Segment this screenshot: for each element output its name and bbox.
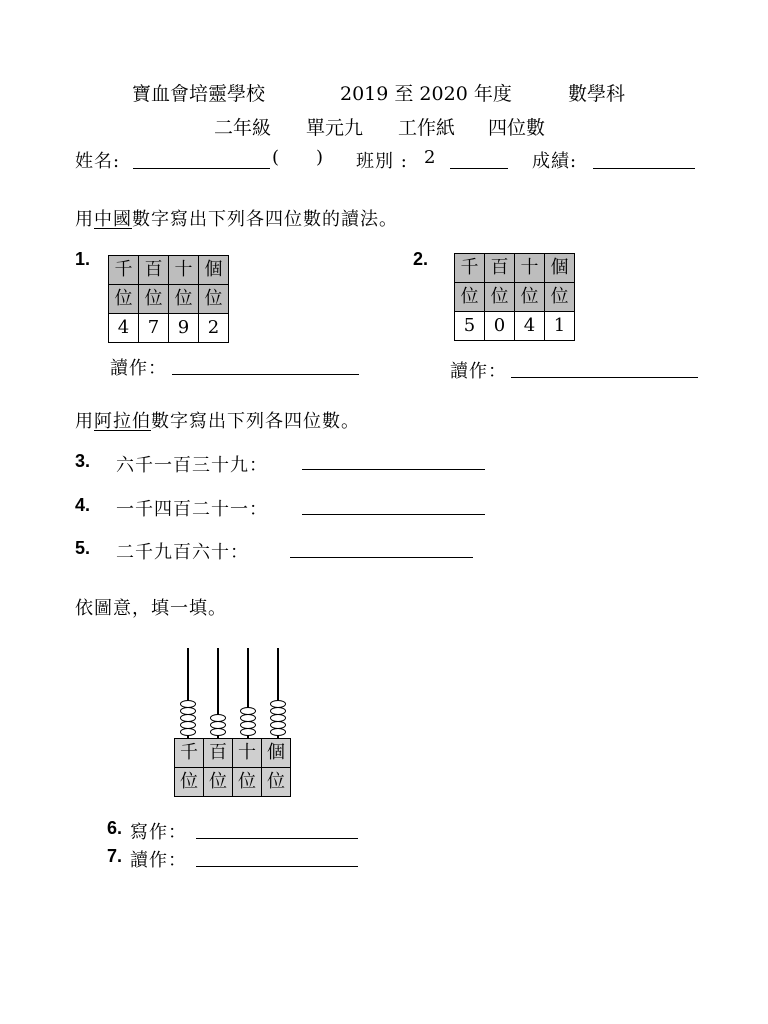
abacus-bead xyxy=(210,728,226,736)
place-header: 百 xyxy=(485,254,515,283)
digit-cell: 4 xyxy=(109,314,139,343)
class-number-field[interactable] xyxy=(450,168,508,169)
place-header: 位 xyxy=(515,283,545,312)
grade: 二年級 xyxy=(214,117,272,139)
instruction-prefix: 用 xyxy=(75,411,94,432)
place-header: 位 xyxy=(139,285,169,314)
abacus-header: 十 xyxy=(233,739,262,768)
q5-text: 二千九百六十： xyxy=(116,542,249,563)
abacus-bead xyxy=(180,700,196,708)
section3-instruction: 依圖意，填一填。 xyxy=(75,598,227,619)
place-header: 十 xyxy=(169,256,199,285)
paren-open: ( xyxy=(272,147,281,168)
place-header: 位 xyxy=(199,285,229,314)
worksheet-label: 工作紙 xyxy=(398,117,456,139)
place-header: 千 xyxy=(109,256,139,285)
q7-answer-line[interactable] xyxy=(196,866,358,867)
digit-cell: 1 xyxy=(545,312,575,341)
q3-text: 六千一百三十九： xyxy=(116,455,268,476)
instruction-prefix: 用 xyxy=(75,209,94,230)
abacus-header: 位 xyxy=(233,768,262,797)
q4-answer-line[interactable] xyxy=(302,514,485,515)
abacus-header: 個 xyxy=(262,739,291,768)
q1-number: 1. xyxy=(75,249,91,269)
q7-label: 讀作： xyxy=(130,850,187,871)
place-header: 位 xyxy=(109,285,139,314)
q2-answer-line[interactable] xyxy=(511,377,698,378)
q2-place-value-table xyxy=(454,253,575,341)
abacus-header: 位 xyxy=(204,768,233,797)
instruction-emphasis: 中國 xyxy=(94,209,132,230)
section1-instruction xyxy=(75,205,398,231)
q4-number: 4. xyxy=(75,495,91,515)
abacus-bead xyxy=(270,714,286,722)
abacus-bead xyxy=(180,728,196,736)
q4-text: 一千四百二十一： xyxy=(116,499,268,520)
abacus-header: 位 xyxy=(175,768,204,797)
q3-number: 3. xyxy=(75,451,91,471)
class-value: 2 xyxy=(424,147,437,168)
digit-cell: 7 xyxy=(139,314,169,343)
q6-number: 6. xyxy=(107,818,123,838)
abacus-bead xyxy=(270,707,286,715)
place-header: 百 xyxy=(139,256,169,285)
place-header: 個 xyxy=(199,256,229,285)
place-header: 千 xyxy=(455,254,485,283)
digit-cell: 2 xyxy=(199,314,229,343)
instruction-emphasis: 阿拉伯 xyxy=(94,411,151,432)
instruction-suffix: 數字寫出下列各四位數的讀法。 xyxy=(132,209,398,230)
q5-number: 5. xyxy=(75,538,91,558)
score-field[interactable] xyxy=(593,168,695,169)
digit-cell: 4 xyxy=(515,312,545,341)
unit: 單元九 xyxy=(306,117,364,139)
instruction-suffix: 數字寫出下列各四位數。 xyxy=(151,411,360,432)
place-header: 位 xyxy=(545,283,575,312)
name-label: 姓名: xyxy=(75,151,121,172)
paren-close: ) xyxy=(316,147,325,168)
abacus-header: 百 xyxy=(204,739,233,768)
q2-number: 2. xyxy=(413,249,429,269)
school-name: 寶血會培靈學校 xyxy=(132,83,266,105)
q1-answer-line[interactable] xyxy=(172,374,359,375)
subject: 數學科 xyxy=(568,83,626,105)
school-year: 2019 至 2020 年度 xyxy=(340,83,512,105)
q6-answer-line[interactable] xyxy=(196,838,358,839)
abacus-rod xyxy=(187,648,189,738)
q7-number: 7. xyxy=(107,846,123,866)
abacus-header: 位 xyxy=(262,768,291,797)
q1-place-value-table xyxy=(108,255,229,343)
q6-label: 寫作： xyxy=(130,822,187,843)
abacus-bead xyxy=(180,714,196,722)
q3-answer-line[interactable] xyxy=(302,469,485,470)
digit-cell: 5 xyxy=(455,312,485,341)
place-header: 位 xyxy=(169,285,199,314)
abacus-header: 千 xyxy=(175,739,204,768)
abacus-bead xyxy=(240,728,256,736)
place-header: 位 xyxy=(455,283,485,312)
place-header: 十 xyxy=(515,254,545,283)
topic: 四位數 xyxy=(488,117,546,139)
name-field[interactable] xyxy=(133,168,270,169)
abacus-bead xyxy=(270,700,286,708)
place-header: 位 xyxy=(485,283,515,312)
digit-cell: 0 xyxy=(485,312,515,341)
abacus-bead xyxy=(240,721,256,729)
abacus-bead xyxy=(210,714,226,722)
abacus-rod xyxy=(277,648,279,738)
abacus-bead xyxy=(240,714,256,722)
abacus-rod xyxy=(217,648,219,738)
abacus-bead xyxy=(270,728,286,736)
abacus-place-table xyxy=(174,738,291,797)
place-header: 個 xyxy=(545,254,575,283)
q2-read-label: 讀作： xyxy=(450,361,507,382)
q1-read-label: 讀作： xyxy=(110,358,167,379)
abacus-bead xyxy=(210,721,226,729)
abacus-bead xyxy=(240,707,256,715)
q5-answer-line[interactable] xyxy=(290,557,473,558)
score-label: 成績: xyxy=(532,151,578,172)
class-label: 班別 : xyxy=(356,151,408,172)
abacus-bead xyxy=(180,707,196,715)
abacus-rod xyxy=(247,648,249,738)
abacus-bead xyxy=(180,721,196,729)
digit-cell: 9 xyxy=(169,314,199,343)
abacus-bead xyxy=(270,721,286,729)
section2-instruction xyxy=(75,407,360,433)
